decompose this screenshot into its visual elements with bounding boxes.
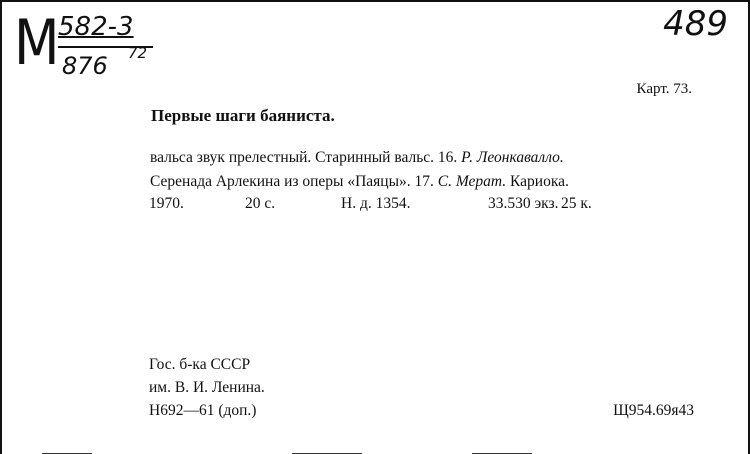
imprint-price: 25 к. bbox=[561, 195, 592, 212]
imprint-year: 1970. bbox=[149, 195, 184, 212]
library-dedication: им. В. И. Ленина. bbox=[149, 379, 265, 396]
handwritten-corner-number: 489 bbox=[663, 4, 728, 44]
contents-line-2 bbox=[150, 173, 569, 191]
handwritten-shelf-top: 582-3 bbox=[58, 12, 134, 42]
library-name: Гос. б-ка СССР bbox=[149, 356, 251, 373]
composer-name: Р. Леонкавалло. bbox=[461, 149, 564, 166]
catalog-code: Щ954.69я43 bbox=[613, 402, 694, 419]
imprint-pages: 20 с. bbox=[245, 195, 276, 212]
contents-text: вальса звук прелестный. Старинный вальс. 16. bbox=[150, 149, 462, 166]
handwritten-shelf-bottom: 876 bbox=[62, 52, 108, 80]
imprint-copies: 33.530 экз. bbox=[488, 195, 559, 212]
contents-line-1 bbox=[150, 149, 564, 167]
handwritten-letter: М bbox=[14, 6, 58, 79]
card-number: Карт. 73. bbox=[636, 81, 692, 97]
composer-name: С. Мерат. bbox=[437, 173, 507, 190]
imprint-number: Н. д. 1354. bbox=[341, 195, 411, 212]
handwritten-shelf-superscript: 72 bbox=[128, 44, 148, 62]
contents-text: Серенада Арлекина из оперы «Паяцы». 17. bbox=[150, 173, 438, 190]
book-title: Первые шаги баяниста. bbox=[151, 106, 335, 125]
contents-text: Кариока. bbox=[506, 173, 569, 190]
library-code: Н692—61 (доп.) bbox=[149, 402, 257, 419]
